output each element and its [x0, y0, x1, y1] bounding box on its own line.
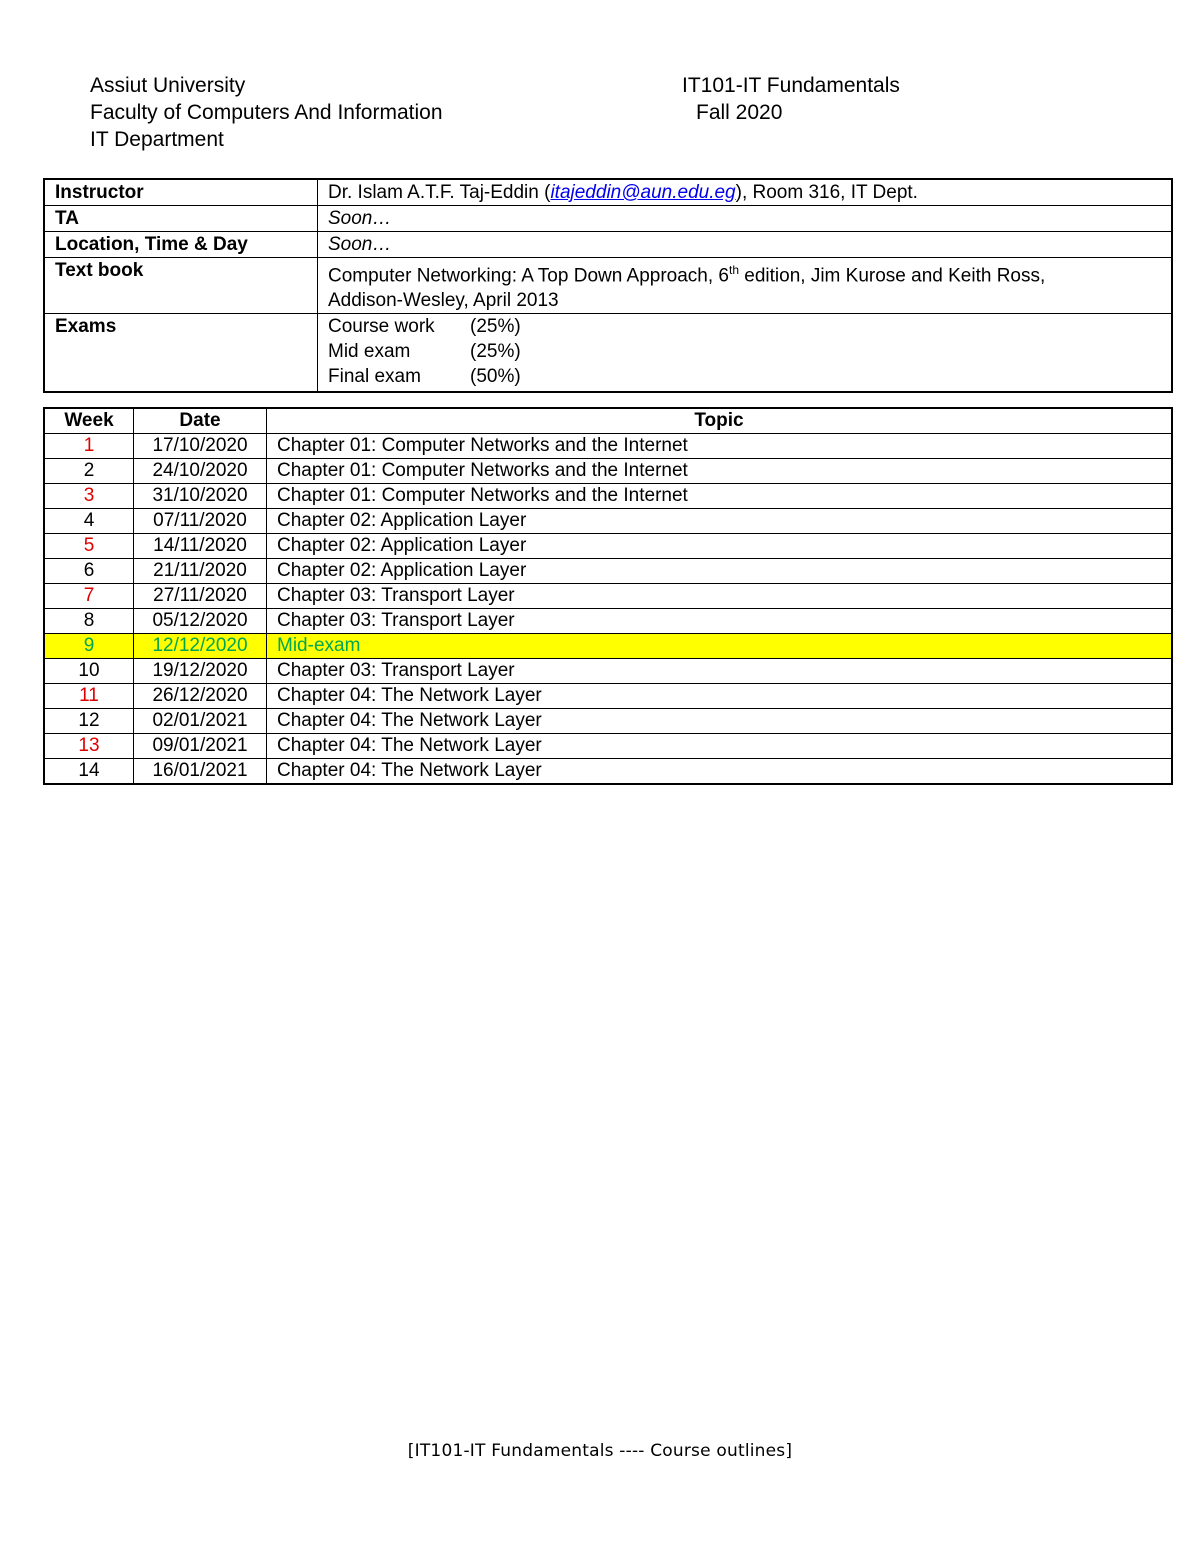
page-footer: [IT101-IT Fundamentals ---- Course outlines]: [407, 1441, 793, 1461]
textbook-line-1: [328, 258, 1161, 288]
week-cell: 12: [44, 709, 134, 734]
location-row: [44, 232, 1172, 258]
exam-weight: (25%): [470, 316, 521, 338]
week-cell: 7: [44, 584, 134, 609]
week-cell: 14: [44, 759, 134, 785]
date-cell: 19/12/2020: [134, 659, 267, 684]
semester: Fall 2020: [696, 101, 783, 124]
week-cell: 3: [44, 484, 134, 509]
date-cell: 17/10/2020: [134, 434, 267, 459]
topic-cell: Chapter 03: Transport Layer: [267, 584, 1173, 609]
topic-cell: Chapter 02: Application Layer: [267, 509, 1173, 534]
date-cell: 12/12/2020: [134, 634, 267, 659]
topic-cell: Chapter 02: Application Layer: [267, 559, 1173, 584]
date-cell: 24/10/2020: [134, 459, 267, 484]
week-cell: 8: [44, 609, 134, 634]
instructor-email-link[interactable]: itajeddin@aun.edu.eg: [550, 182, 736, 203]
textbook-authors: edition, Jim Kurose and Keith Ross,: [739, 265, 1046, 287]
week-cell: 13: [44, 734, 134, 759]
exam-name: Mid exam: [328, 341, 411, 363]
course-title: IT101-IT Fundamentals: [682, 74, 900, 97]
schedule-header-row: [44, 408, 1172, 434]
topic-cell: Mid-exam: [267, 634, 1173, 659]
topic-cell: Chapter 04: The Network Layer: [267, 709, 1173, 734]
exam-weight: (25%): [470, 341, 521, 363]
week-cell: 4: [44, 509, 134, 534]
date-cell: 27/11/2020: [134, 584, 267, 609]
header-right: [682, 72, 900, 126]
topic-cell: Chapter 01: Computer Networks and the Internet: [267, 434, 1173, 459]
table-row: [44, 684, 1172, 709]
table-row: [44, 759, 1172, 785]
date-cell: 09/01/2021: [134, 734, 267, 759]
textbook-value: [318, 258, 1173, 314]
date-cell: 26/12/2020: [134, 684, 267, 709]
university-name: Assiut University: [90, 74, 246, 97]
textbook-line-2: Addison-Wesley, April 2013: [328, 290, 559, 312]
exams-value: [318, 314, 1173, 393]
textbook-row: [44, 258, 1172, 314]
week-cell: 5: [44, 534, 134, 559]
ta-row: [44, 206, 1172, 232]
header-left: [90, 72, 443, 153]
week-cell: 9: [44, 634, 134, 659]
exam-name: Final exam: [328, 366, 421, 388]
week-cell: 11: [44, 684, 134, 709]
date-cell: 16/01/2021: [134, 759, 267, 785]
ta-label: TA: [44, 206, 318, 232]
table-row: [44, 459, 1172, 484]
exam-item: [328, 339, 1161, 364]
textbook-label: Text book: [44, 258, 318, 314]
table-row: [44, 559, 1172, 584]
week-cell: 10: [44, 659, 134, 684]
topic-cell: Chapter 03: Transport Layer: [267, 659, 1173, 684]
week-cell: 6: [44, 559, 134, 584]
location-value: Soon…: [318, 232, 1173, 258]
date-cell: 05/12/2020: [134, 609, 267, 634]
topic-cell: Chapter 01: Computer Networks and the Internet: [267, 459, 1173, 484]
table-row: [44, 709, 1172, 734]
course-info-table: [43, 178, 1173, 393]
instructor-label: Instructor: [44, 179, 318, 206]
location-label: Location, Time & Day: [44, 232, 318, 258]
exam-name: Course work: [328, 316, 435, 338]
exams-row: [44, 314, 1172, 393]
week-cell: 1: [44, 434, 134, 459]
schedule-table: [43, 407, 1173, 785]
table-row: [44, 434, 1172, 459]
table-row: [44, 584, 1172, 609]
date-cell: 21/11/2020: [134, 559, 267, 584]
exam-weight: (50%): [470, 366, 521, 388]
topic-cell: Chapter 04: The Network Layer: [267, 684, 1173, 709]
table-row: [44, 534, 1172, 559]
table-row: [44, 484, 1172, 509]
week-cell: 2: [44, 459, 134, 484]
week-header: Week: [44, 408, 134, 434]
instructor-row: [44, 179, 1172, 206]
ta-value: Soon…: [318, 206, 1173, 232]
date-cell: 31/10/2020: [134, 484, 267, 509]
date-cell: 02/01/2021: [134, 709, 267, 734]
topic-cell: Chapter 04: The Network Layer: [267, 759, 1173, 785]
faculty-name: Faculty of Computers And Information: [90, 101, 443, 124]
department-name: IT Department: [90, 128, 224, 151]
topic-cell: Chapter 03: Transport Layer: [267, 609, 1173, 634]
table-row: [44, 659, 1172, 684]
exam-item: [328, 314, 1161, 339]
date-cell: 07/11/2020: [134, 509, 267, 534]
table-row: [44, 734, 1172, 759]
table-row: [44, 509, 1172, 534]
topic-cell: Chapter 01: Computer Networks and the Internet: [267, 484, 1173, 509]
textbook-title: Computer Networking: A Top Down Approach, 6: [328, 265, 729, 287]
textbook-edition-sup: th: [729, 263, 740, 277]
schedule-body: [44, 434, 1172, 785]
date-header: Date: [134, 408, 267, 434]
table-row: [44, 634, 1172, 659]
exams-label: Exams: [44, 314, 318, 393]
date-cell: 14/11/2020: [134, 534, 267, 559]
topic-cell: Chapter 04: The Network Layer: [267, 734, 1173, 759]
instructor-room: ), Room 316, IT Dept.: [735, 182, 918, 203]
exam-item: [328, 364, 1161, 389]
topic-header: Topic: [267, 408, 1173, 434]
table-row: [44, 609, 1172, 634]
topic-cell: Chapter 02: Application Layer: [267, 534, 1173, 559]
instructor-name: Dr. Islam A.T.F. Taj-Eddin (: [328, 182, 551, 203]
instructor-value: [318, 179, 1173, 206]
